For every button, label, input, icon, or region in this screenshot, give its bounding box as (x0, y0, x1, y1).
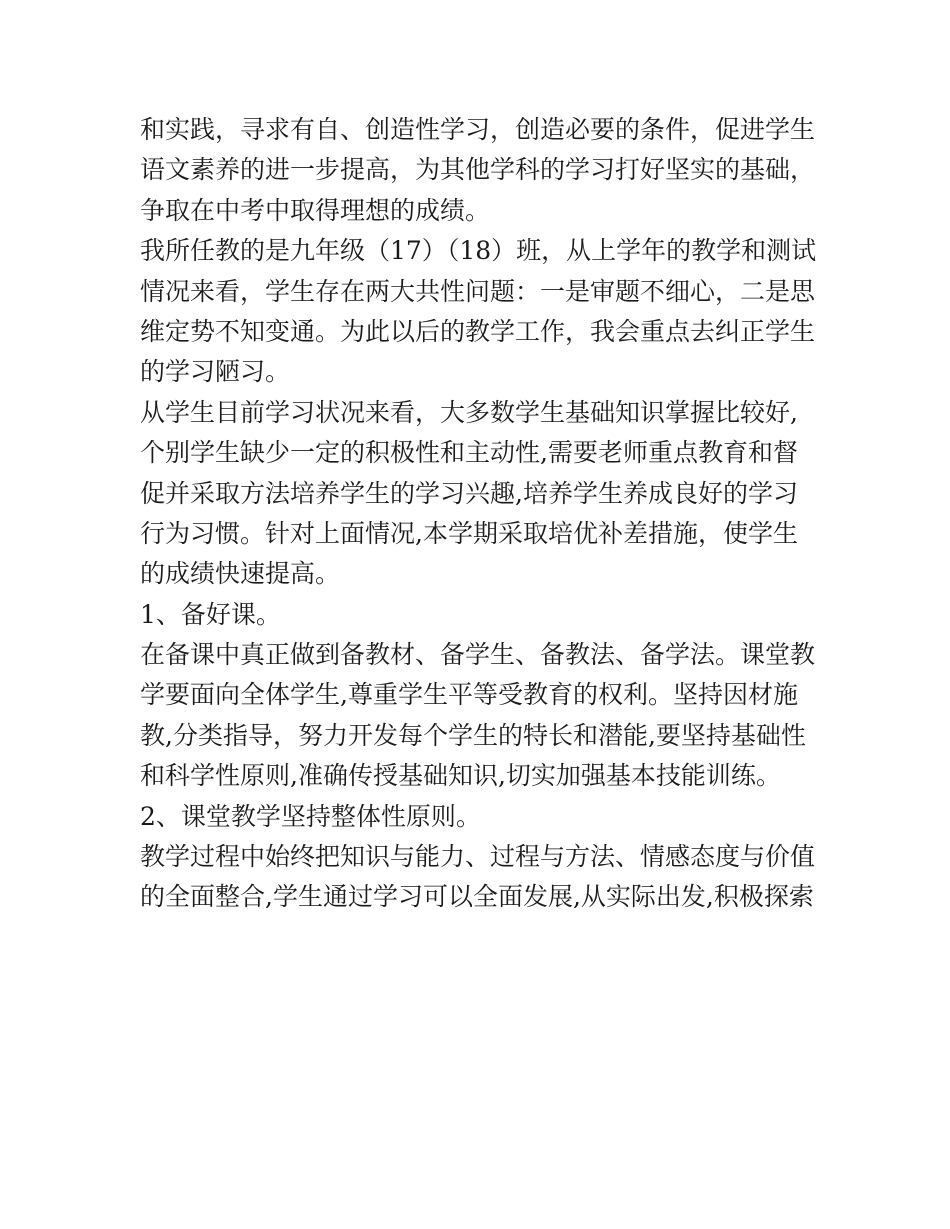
text-line: 个别学生缺少一定的积极性和主动性,需要老师重点教育和督 (140, 438, 798, 468)
text-line: 学要面向全体学生,尊重学生平等受教育的权利。坚持因材施 (140, 680, 798, 710)
text-line: 和实践，寻求有自、创造性学习，创造必要的条件，促进学生 (140, 115, 816, 144)
text-line: 和科学性原则,准确传授基础知识,切实加强基本技能训练。 (140, 761, 781, 791)
section-heading: 2、课堂教学坚持整体性原则。 (140, 801, 481, 831)
text-line: 教,分类指导，努力开发每个学生的特长和潜能,要坚持基础性 (140, 720, 806, 750)
text-line: 的成绩快速提高。 (140, 559, 341, 589)
document-body (140, 110, 830, 918)
text-line: 在备课中真正做到备教材、备学生、备教法、备学法。课堂教 (140, 640, 816, 670)
text-line: 的学习陋习。 (140, 357, 291, 387)
section-heading: 1、备好课。 (140, 599, 281, 629)
text-line: 争取在中考中取得理想的成绩。 (140, 195, 491, 225)
text-line: 行为习惯。针对上面情况,本学期采取培优补差措施，使学生 (140, 518, 798, 548)
text-line: 情况来看，学生存在两大共性问题：一是审题不细心，二是思 (140, 276, 816, 306)
text-line: 维定势不知变通。为此以后的教学工作，我会重点去纠正学生 (140, 316, 816, 346)
text-line: 我所任教的是九年级（17）（18）班，从上学年的教学和测试 (140, 236, 817, 266)
text-line: 的全面整合,学生通过学习可以全面发展,从实际出发,积极探索 (140, 882, 814, 912)
text-line: 促并采取方法培养学生的学习兴趣,培养学生养成良好的学习 (140, 478, 798, 508)
text-line: 教学过程中始终把知识与能力、过程与方法、情感态度与价值 (140, 842, 816, 872)
text-line: 从学生目前学习状况来看，大多数学生基础知识掌握比较好, (140, 397, 798, 427)
text-line: 语文素养的进一步提高，为其他学科的学习打好坚实的基础， (140, 155, 816, 185)
